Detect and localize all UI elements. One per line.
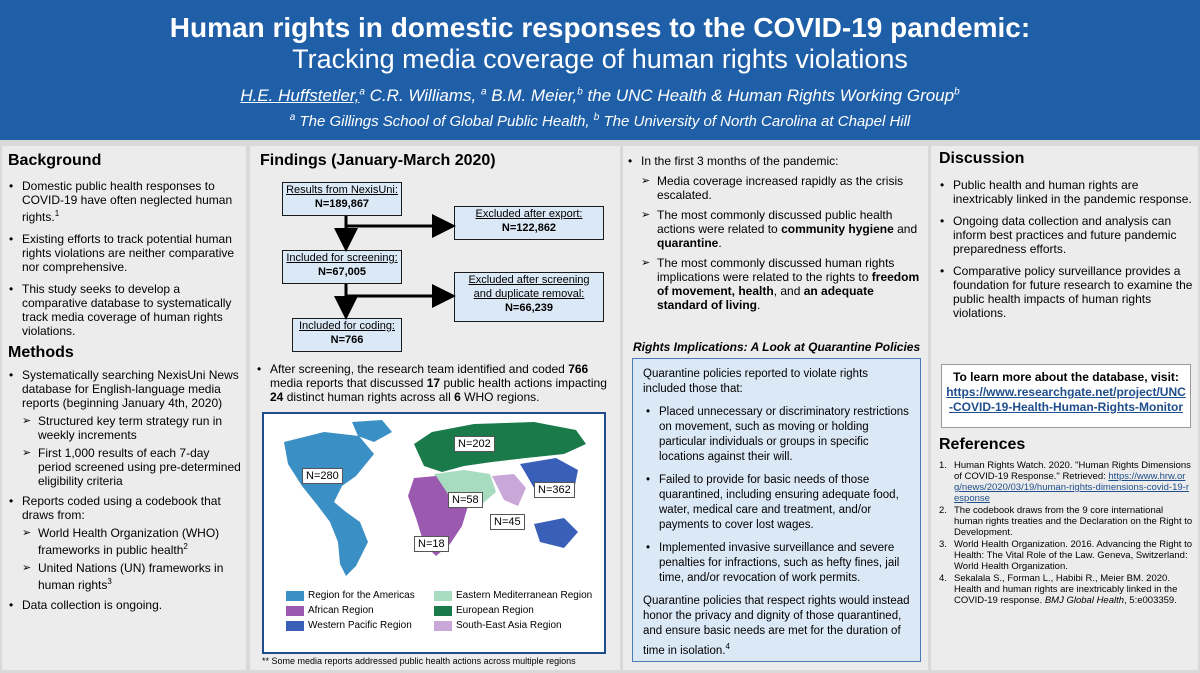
results-subitem: ➢ The most commonly discussed public health actions were related to community hygiene and quarantine. bbox=[641, 208, 923, 250]
sup-b: b bbox=[577, 86, 583, 98]
references-list bbox=[937, 460, 1193, 607]
label-eastern-mediterranean: N=58 bbox=[448, 492, 483, 508]
flow-box-results: Results from NexisUni: N=189,867 bbox=[282, 182, 402, 216]
region-western-pacific-australia bbox=[534, 518, 578, 548]
flow-box-excluded-screening: Excluded after screening and duplicate removal: N=66,239 bbox=[454, 272, 604, 322]
column-discussion bbox=[931, 146, 1198, 670]
poster-title: Human rights in domestic responses to the COVID-19 pandemic: bbox=[169, 12, 1031, 43]
findings-summary-item: • After screening, the research team identified and coded 766 media reports that discussed 17 public health actions impacting 24 distinct human rights across all 6 WHO regions. bbox=[254, 362, 616, 404]
rights-item: • Failed to provide for basic needs of those quarantined, including ensuring adequate food, water, medical care and treatment, and/or payments to cover lost wages. bbox=[643, 473, 910, 533]
legend-africa: African Region bbox=[286, 605, 374, 617]
methods-subitem: ➢ First 1,000 results of each 7-day period screened using pre-determined eligibility criteria bbox=[22, 446, 242, 488]
findings-heading: Findings (January-March 2020) bbox=[260, 152, 496, 169]
affiliations bbox=[0, 112, 1200, 130]
discussion-list bbox=[937, 178, 1193, 320]
methods-subitem: ➢ Structured key term strategy run in weekly increments bbox=[22, 414, 242, 442]
legend-western-pacific: Western Pacific Region bbox=[286, 620, 412, 632]
authors bbox=[0, 86, 1200, 106]
rights-list bbox=[643, 405, 910, 586]
results-list bbox=[625, 154, 923, 312]
sup-a: a bbox=[359, 86, 365, 98]
rights-item: • Implemented invasive surveillance and severe penalties for infractions, such as hefty fines, jail time, and/or revocation of work permits. bbox=[643, 541, 910, 586]
legend-americas: Region for the Americas bbox=[286, 590, 415, 602]
learn-more-link[interactable]: https://www.researchgate.net/project/UNC-COVID-19-Health-Human-Rights-Monitor bbox=[946, 385, 1186, 414]
results-subitem: ➢ Media coverage increased rapidly as the crisis escalated. bbox=[641, 174, 923, 202]
reference-item: 1. Human Rights Watch. 2020. "Human Rights Dimensions of COVID-19 Response." Retrieved: https://www.hrw.org/news/2020/03/19/human-rights-dimensions-covid-19-response bbox=[939, 460, 1191, 504]
background-item: • Existing efforts to track potential human rights violations are neither comparative nor comprehensive. bbox=[6, 232, 242, 274]
background-heading: Background bbox=[8, 152, 102, 169]
affiliation-unc: The University of North Carolina at Chapel Hill bbox=[599, 113, 911, 130]
sup-a: a bbox=[480, 86, 487, 98]
findings-summary bbox=[254, 362, 616, 404]
rights-intro: Quarantine policies reported to violate rights included those that: bbox=[643, 368, 869, 395]
background-list bbox=[6, 179, 242, 338]
methods-sublist bbox=[22, 526, 242, 592]
learn-more-title: To learn more about the database, visit: bbox=[953, 370, 1179, 384]
sup-b: b bbox=[954, 86, 960, 98]
learn-more-box bbox=[941, 364, 1191, 428]
rights-outro: Quarantine policies that respect rights would instead honor the privacy and dignity of those quarantined, and ensure basic needs are met for the duration of time in isolation.$^4$ bbox=[643, 595, 910, 657]
sup-a: a bbox=[289, 112, 296, 123]
world-map bbox=[264, 414, 604, 584]
map-footnote: ** Some media reports addressed public health actions across multiple regions bbox=[262, 656, 576, 666]
rights-item: • Placed unnecessary or discriminatory restrictions on movement, such as moving or holding particular individuals or groups in specific locations against their will. bbox=[643, 405, 910, 465]
flow-box-excluded-export: Excluded after export: N=122,862 bbox=[454, 206, 604, 240]
results-subitem: ➢ The most commonly discussed human rights implications were related to the rights to freedom of movement, health, and an adequate standard of living. bbox=[641, 256, 923, 312]
author-meier: B.M. Meier, bbox=[486, 86, 578, 105]
label-americas: N=280 bbox=[302, 468, 343, 484]
methods-list bbox=[6, 368, 242, 612]
reference-item: 2. The codebook draws from the 9 core international human rights treaties and the Declaration on the Right to Development. bbox=[939, 505, 1193, 538]
references-heading: References bbox=[939, 436, 1026, 453]
flow-arrows bbox=[250, 146, 620, 366]
author-huffstetler: H.E. Huffstetler, bbox=[240, 86, 360, 105]
reference-item: 4. Sekalala S., Forman L., Habibi R., Meier BM. 2020. Health and human rights are inextricably linked in the COVID-19 response. BMJ Global Health, 5:e003359. bbox=[939, 573, 1178, 606]
column-background-methods bbox=[2, 146, 246, 670]
legend-swatch bbox=[286, 606, 304, 616]
discussion-item: • Public health and human rights are inextricably linked in the pandemic response. bbox=[937, 178, 1193, 206]
results-sublist bbox=[641, 174, 923, 312]
rights-heading: Rights Implications: A Look at Quarantine Policies bbox=[633, 340, 921, 354]
sup-b: b bbox=[593, 112, 600, 123]
author-williams: C.R. Williams, bbox=[364, 86, 477, 105]
legend-swatch bbox=[286, 591, 304, 601]
flow-box-coding: Included for coding: N=766 bbox=[292, 318, 402, 352]
author-group: the UNC Health & Human Rights Working Group bbox=[582, 86, 955, 105]
legend-swatch bbox=[434, 591, 452, 601]
methods-item: • Reports coded using a codebook that draws from: ➢ World Health Organization (WHO) frameworks in public health$^2$ ➢ United Nations (UN) frameworks in human rights$^3$ bbox=[6, 494, 242, 592]
flow-box-screening: Included for screening: N=67,005 bbox=[282, 250, 402, 284]
who-regions-map bbox=[262, 412, 606, 654]
legend-europe: European Region bbox=[434, 605, 534, 617]
affiliation-gillings: The Gillings School of Global Public Health, bbox=[295, 113, 594, 130]
column-findings bbox=[250, 146, 620, 670]
legend-swatch bbox=[286, 621, 304, 631]
methods-item: • Data collection is ongoing. bbox=[6, 598, 242, 612]
reference-item: 3. World Health Organization. 2016. Advancing the Right to Health: The Vital Role of the Law. Geneva, Switzerland: World Health Organization. bbox=[939, 539, 1192, 572]
legend-swatch bbox=[434, 606, 452, 616]
methods-subitem: ➢ United Nations (UN) frameworks in human rights$^3$ bbox=[22, 561, 242, 592]
background-item: • This study seeks to develop a comparative database to systematically track media coverage of human rights violations. bbox=[6, 282, 242, 338]
rights-box bbox=[632, 358, 921, 662]
legend-swatch bbox=[434, 621, 452, 631]
label-western-pacific: N=362 bbox=[534, 482, 575, 498]
results-intro: • In the first 3 months of the pandemic: ➢ Media coverage increased rapidly as the crisis escalated. ➢ The most commonly discussed public health actions were related to community hygiene and quarantine. ➢ The most commonly discussed human rights implications were related to the rights to freedom of movement, health, and an adequate standard of living. bbox=[625, 154, 923, 312]
methods-item: • Systematically searching NexisUni News database for English-language media reports (beginning January 4th, 2020) ➢ Structured key term strategy run in weekly increments ➢ First 1,000 results of each 7-day period screened using pre-determined eligibility criteria bbox=[6, 368, 242, 488]
label-europe: N=202 bbox=[454, 436, 495, 452]
label-africa: N=18 bbox=[414, 536, 449, 552]
reference-link[interactable]: https://www.hrw.org/news/2020/03/19/human-rights-dimensions-covid-19-response bbox=[954, 471, 1189, 504]
discussion-item: • Comparative policy surveillance provides a foundation for future research to examine the public health impacts of human rights violations. bbox=[937, 264, 1193, 320]
region-south-east-asia bbox=[492, 474, 526, 506]
methods-sublist bbox=[22, 414, 242, 488]
discussion-item: • Ongoing data collection and analysis can inform best practices and future pandemic preparedness efforts. bbox=[937, 214, 1193, 256]
region-americas bbox=[284, 432, 374, 576]
legend-eastern-mediterranean: Eastern Mediterranean Region bbox=[434, 590, 592, 602]
discussion-heading: Discussion bbox=[939, 150, 1025, 167]
column-results bbox=[623, 146, 928, 670]
poster-subtitle: Tracking media coverage of human rights violations bbox=[292, 44, 908, 74]
background-item: • Domestic public health responses to COVID-19 have often neglected human rights.$^1$ bbox=[6, 179, 242, 224]
label-south-east-asia: N=45 bbox=[490, 514, 525, 530]
methods-heading: Methods bbox=[8, 344, 74, 361]
methods-subitem: ➢ World Health Organization (WHO) frameworks in public health$^2$ bbox=[22, 526, 242, 557]
poster-header bbox=[0, 0, 1200, 140]
legend-south-east-asia: South-East Asia Region bbox=[434, 620, 562, 632]
